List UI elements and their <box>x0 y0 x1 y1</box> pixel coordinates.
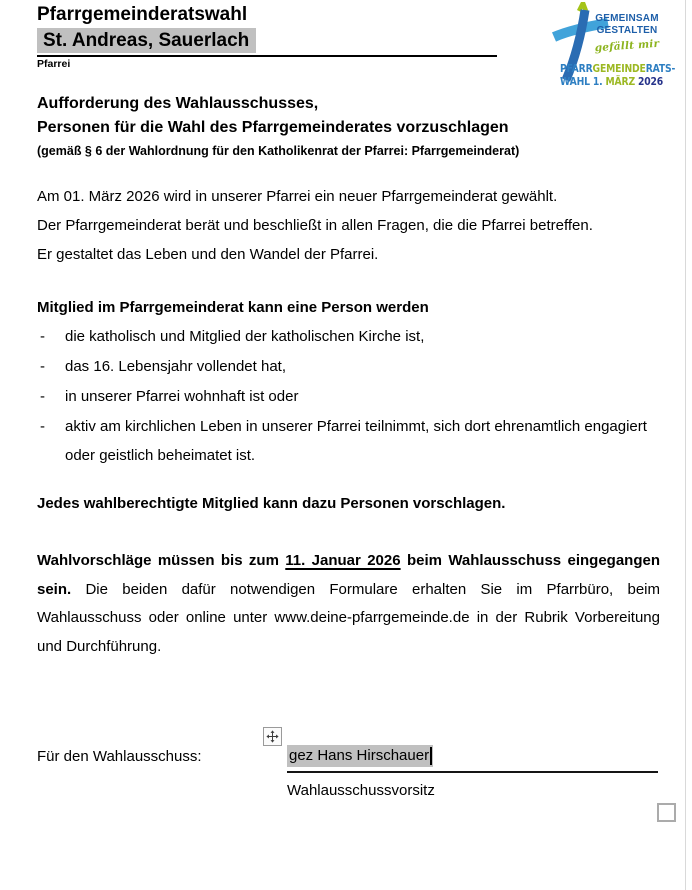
list-item <box>37 322 663 351</box>
intro-line2: Der Pfarrgemeinderat berät und beschließt in allen Fragen, die die Pfarrei betreffen. <box>37 217 593 234</box>
heading-line1: Aufforderung des Wahlausschusses, <box>37 95 319 112</box>
membership-heading: Mitglied im Pfarrgemeinderat kann eine Person werden <box>37 299 429 316</box>
main-heading <box>37 92 519 160</box>
list-item-text: aktiv am kirchlichen Leben in unserer Pfarrei teilnimmt, sich dort ehrenamtlich engagiert oder geistlich beheimatet ist. <box>65 418 647 464</box>
campaign-line1: PFARRGEMEINDERATS- <box>560 63 676 75</box>
bullet-dash: - <box>40 358 45 375</box>
intro-line3: Er gestaltet das Leben und den Wandel der Pfarrei. <box>37 246 379 263</box>
logo-claim-line2: GESTALTEN <box>596 25 658 36</box>
doc-title-line2-highlighted: St. Andreas, Sauerlach <box>37 28 256 53</box>
signature-line <box>287 771 658 773</box>
signature-role: Wahlausschussvorsitz <box>287 782 435 799</box>
header-rule <box>37 55 497 57</box>
move-arrows-icon <box>266 730 279 743</box>
deadline-suffix: beim Wahlausschuss eingegangen sein. <box>37 552 661 598</box>
bullet-dash: - <box>40 388 45 405</box>
intro-paragraph <box>37 182 593 269</box>
campaign-line2: WAHL 1. MÄRZ 2026 <box>560 76 664 88</box>
list-item-text: in unserer Pfarrei wohnhaft ist oder <box>65 388 299 405</box>
frame-anchor-square[interactable] <box>657 803 676 822</box>
campaign-wordmark <box>560 63 676 89</box>
doc-title-line1: Pfarrgemeinderatswahl <box>37 4 248 25</box>
intro-line1: Am 01. März 2026 wird in unserer Pfarrei ein neuer Pfarrgemeinderat gewählt. <box>37 188 558 205</box>
list-item-text: die katholisch und Mitglied der katholischen Kirche ist, <box>65 328 425 345</box>
heading-line2: Personen für die Wahl des Pfarrgemeinderates vorzuschlagen <box>37 119 509 136</box>
signature-name-text: gez Hans Hirschauer <box>289 747 430 764</box>
deadline-prefix: Wahlvorschläge müssen bis zum <box>37 552 279 569</box>
logo-claim-line1: GEMEINSAM <box>595 13 659 24</box>
doc-subtitle: Pfarrei <box>37 58 71 70</box>
deadline-paragraph <box>37 547 660 661</box>
list-item <box>37 412 663 470</box>
logo-tagline: gefällt mir <box>594 37 660 55</box>
signature-name-field[interactable] <box>287 745 433 767</box>
logo-claim <box>594 13 660 55</box>
list-item-text: das 16. Lebensjahr vollendet hat, <box>65 358 286 375</box>
page-edge <box>685 0 686 890</box>
campaign-logo <box>552 2 676 100</box>
signature-label: Für den Wahlausschuss: <box>37 748 202 765</box>
object-move-handle[interactable] <box>263 727 282 746</box>
list-item <box>37 382 663 411</box>
deadline-date-underlined: 11. Januar 2026 <box>285 552 401 569</box>
deadline-info-text: Die beiden dafür notwendigen Formulare erhalten Sie im Pfarrbüro, beim Wahlausschuss oder online unter www.deine-pfarrgemeinde.de in der Rubrik Vorbereitung und Durchführung. <box>37 580 660 655</box>
list-item <box>37 352 663 381</box>
document-header <box>37 3 497 71</box>
membership-section <box>37 293 663 471</box>
heading-legal-note: (gemäß § 6 der Wahlordnung für den Katholikenrat der Pfarrei: Pfarrgemeinderat) <box>37 144 520 158</box>
eligibility-statement: Jedes wahlberechtigte Mitglied kann dazu Personen vorschlagen. <box>37 495 506 512</box>
doc-title-line2-row <box>37 28 497 53</box>
bullet-dash: - <box>40 328 45 345</box>
text-cursor <box>430 747 432 765</box>
bullet-dash: - <box>40 418 45 435</box>
